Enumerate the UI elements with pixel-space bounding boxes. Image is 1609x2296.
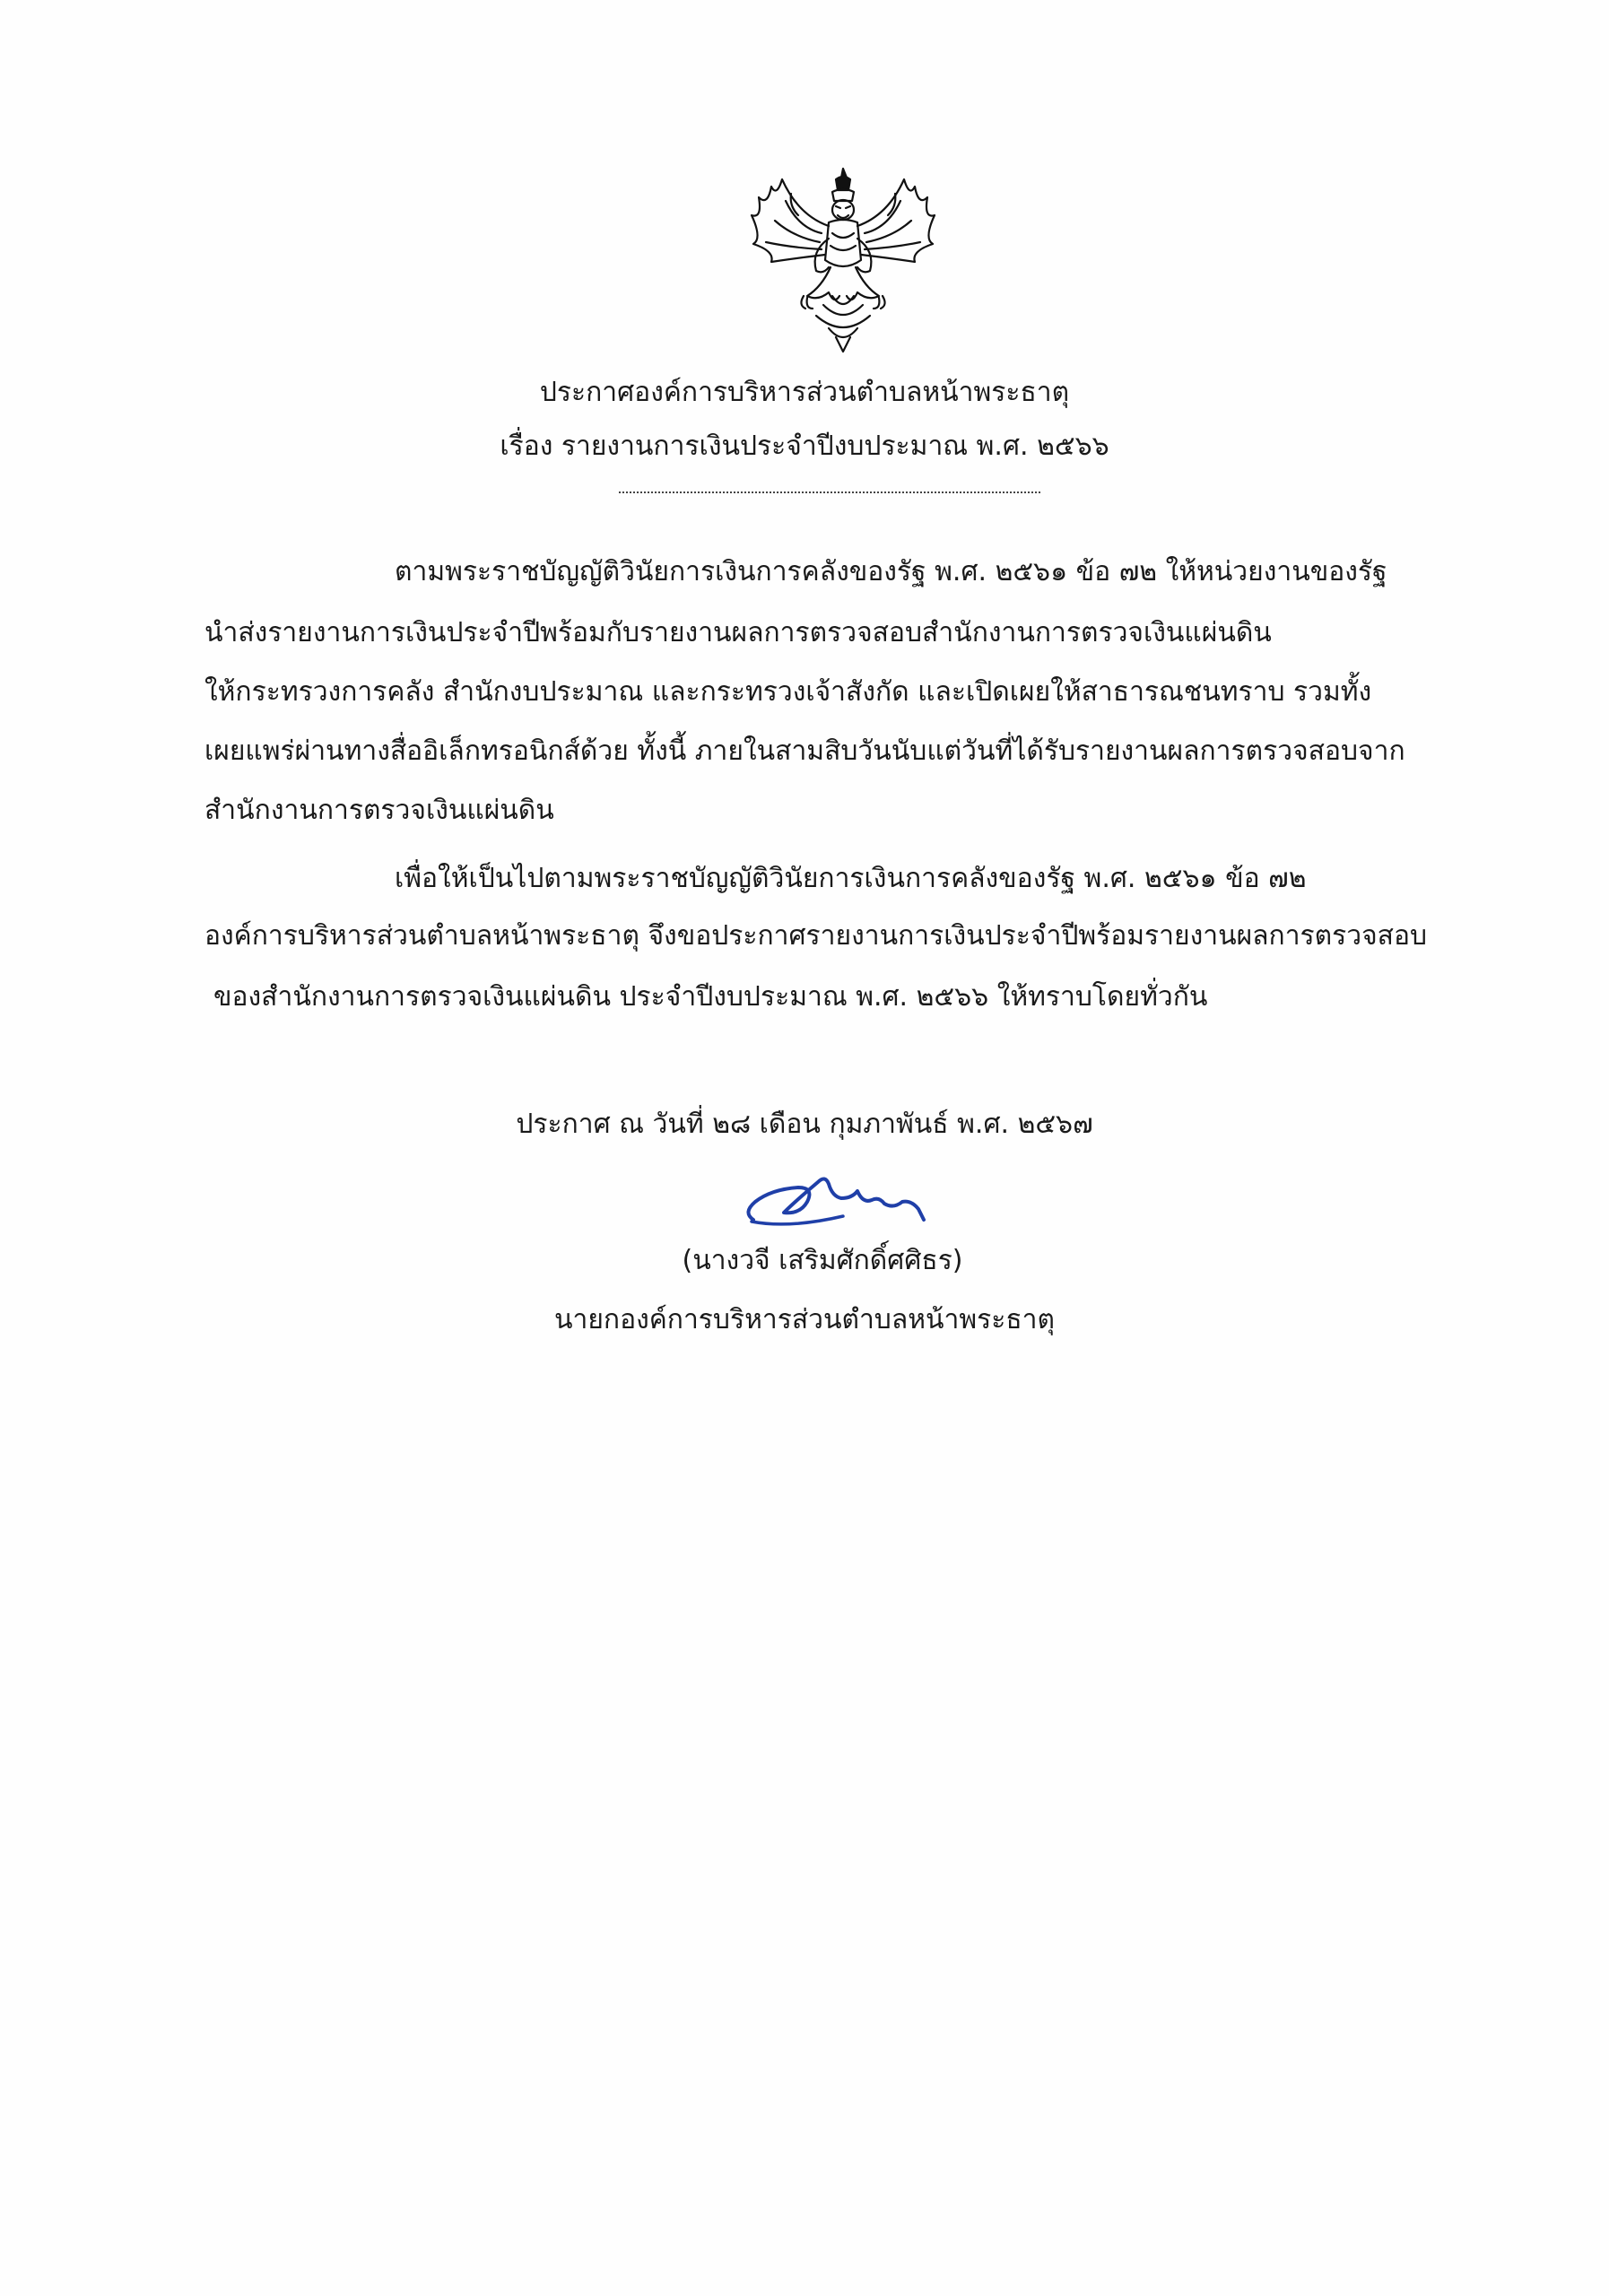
dotted-divider [619,491,1040,493]
paragraph1-line: ตามพระราชบัญญัติวินัยการเงินการคลังของรัฐ พ.ศ. ๒๕๖๑ ข้อ ๗๒ ให้หน่วยงานของรัฐ [395,556,1387,587]
paragraph1-line: สำนักงานการตรวจเงินแผ่นดิน [204,795,554,826]
subject-line: เรื่อง รายงานการเงินประจำปีงบประมาณ พ.ศ. ๒๕๖๖ [500,430,1109,462]
handwritten-signature-icon [735,1157,942,1238]
garuda-emblem-icon [735,161,951,354]
paragraph2-line: องค์การบริหารส่วนตำบลหน้าพระธาตุ จึงขอประกาศรายงานการเงินประจำปีพร้อมรายงานผลการตรวจสอบ [204,920,1428,952]
paragraph2-line: เพื่อให้เป็นไปตามพระราชบัญญัติวินัยการเงินการคลังของรัฐ พ.ศ. ๒๕๖๑ ข้อ ๗๒ [395,863,1307,894]
paragraph1-line: เผยแพร่ผ่านทางสื่ออิเล็กทรอนิกส์ด้วย ทั้งนี้ ภายในสามสิบวันนับแต่วันที่ได้รับรายงานผลการตรวจสอบจาก [204,735,1405,767]
signer-name: (นางวจี เสริมศักดิ์ศศิธร) [682,1245,963,1276]
signer-position: นายกองค์การบริหารส่วนตำบลหน้าพระธาตุ [553,1304,1056,1335]
paragraph1-line: นำส่งรายงานการเงินประจำปีพร้อมกับรายงานผลการตรวจสอบสำนักงานการตรวจเงินแผ่นดิน [204,617,1272,648]
paragraph1-line: ให้กระทรวงการคลัง สำนักงบประมาณ และกระทรวงเจ้าสังกัด และเปิดเผยให้สาธารณชนทราบ รวมทั้ง [204,676,1372,708]
announce-date: ประกาศ ณ วันที่ ๒๘ เดือน กุมภาพันธ์ พ.ศ. ๒๕๖๗ [516,1109,1093,1140]
page-title: ประกาศองค์การบริหารส่วนตำบลหน้าพระธาตุ [539,377,1070,408]
paragraph2-line: ของสำนักงานการตรวจเงินแผ่นดิน ประจำปีงบประมาณ พ.ศ. ๒๕๖๖ ให้ทราบโดยทั่วกัน [213,981,1208,1013]
